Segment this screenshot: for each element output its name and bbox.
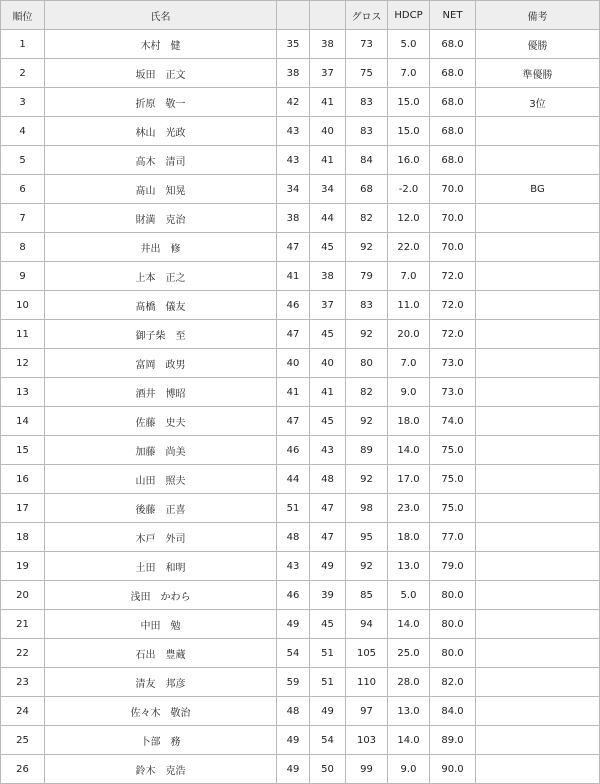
cell-gross: 94 xyxy=(346,610,388,639)
cell-hdcp: 14.0 xyxy=(388,726,430,755)
cell-remarks xyxy=(476,610,600,639)
cell-name: 折原 敬一 xyxy=(45,88,277,117)
table-row xyxy=(1,523,600,552)
cell-hdcp: 13.0 xyxy=(388,552,430,581)
cell-name: 佐々木 敬治 xyxy=(45,697,277,726)
cell-in: 37 xyxy=(310,59,346,88)
cell-out: 38 xyxy=(277,59,310,88)
table-row xyxy=(1,552,600,581)
cell-net: 80.0 xyxy=(430,581,476,610)
cell-gross: 80 xyxy=(346,349,388,378)
table-row xyxy=(1,436,600,465)
cell-remarks xyxy=(476,697,600,726)
cell-remarks xyxy=(476,755,600,784)
cell-remarks: BG xyxy=(476,175,600,204)
header-gross: グロス xyxy=(346,1,388,30)
cell-hdcp: 14.0 xyxy=(388,436,430,465)
cell-rank: 10 xyxy=(1,291,45,320)
cell-gross: 89 xyxy=(346,436,388,465)
cell-gross: 83 xyxy=(346,117,388,146)
cell-rank: 4 xyxy=(1,117,45,146)
table-row xyxy=(1,291,600,320)
cell-rank: 6 xyxy=(1,175,45,204)
cell-in: 51 xyxy=(310,639,346,668)
table-row xyxy=(1,233,600,262)
cell-out: 35 xyxy=(277,30,310,59)
cell-rank: 7 xyxy=(1,204,45,233)
cell-in: 38 xyxy=(310,30,346,59)
table-row xyxy=(1,378,600,407)
cell-rank: 11 xyxy=(1,320,45,349)
cell-out: 47 xyxy=(277,320,310,349)
cell-out: 43 xyxy=(277,552,310,581)
header-name: 氏名 xyxy=(45,1,277,30)
cell-name: 木村 健 xyxy=(45,30,277,59)
cell-in: 50 xyxy=(310,755,346,784)
table-row xyxy=(1,726,600,755)
cell-remarks xyxy=(476,233,600,262)
cell-out: 42 xyxy=(277,88,310,117)
cell-hdcp: 5.0 xyxy=(388,30,430,59)
cell-out: 43 xyxy=(277,117,310,146)
cell-rank: 16 xyxy=(1,465,45,494)
cell-remarks: 優勝 xyxy=(476,30,600,59)
cell-gross: 99 xyxy=(346,755,388,784)
cell-hdcp: 22.0 xyxy=(388,233,430,262)
cell-net: 70.0 xyxy=(430,204,476,233)
cell-out: 47 xyxy=(277,407,310,436)
cell-out: 44 xyxy=(277,465,310,494)
cell-gross: 83 xyxy=(346,88,388,117)
cell-gross: 92 xyxy=(346,465,388,494)
cell-rank: 3 xyxy=(1,88,45,117)
cell-rank: 9 xyxy=(1,262,45,291)
cell-rank: 17 xyxy=(1,494,45,523)
cell-name: 浅田 かわら xyxy=(45,581,277,610)
cell-name: 富岡 政男 xyxy=(45,349,277,378)
cell-rank: 8 xyxy=(1,233,45,262)
header-hdcp: HDCP xyxy=(388,1,430,30)
cell-net: 73.0 xyxy=(430,349,476,378)
cell-remarks xyxy=(476,320,600,349)
cell-hdcp: 11.0 xyxy=(388,291,430,320)
cell-remarks xyxy=(476,523,600,552)
cell-rank: 23 xyxy=(1,668,45,697)
cell-rank: 15 xyxy=(1,436,45,465)
cell-out: 41 xyxy=(277,262,310,291)
cell-hdcp: 7.0 xyxy=(388,262,430,291)
cell-net: 79.0 xyxy=(430,552,476,581)
table-row xyxy=(1,146,600,175)
cell-name: 酒井 博昭 xyxy=(45,378,277,407)
cell-gross: 98 xyxy=(346,494,388,523)
cell-hdcp: 13.0 xyxy=(388,697,430,726)
table-body xyxy=(1,30,600,784)
cell-hdcp: 5.0 xyxy=(388,581,430,610)
header-row xyxy=(1,1,600,30)
table-row xyxy=(1,117,600,146)
cell-out: 46 xyxy=(277,581,310,610)
cell-name: 加藤 尚美 xyxy=(45,436,277,465)
cell-in: 45 xyxy=(310,233,346,262)
table-row xyxy=(1,610,600,639)
cell-hdcp: 18.0 xyxy=(388,523,430,552)
cell-out: 48 xyxy=(277,697,310,726)
cell-net: 70.0 xyxy=(430,233,476,262)
cell-gross: 75 xyxy=(346,59,388,88)
cell-gross: 97 xyxy=(346,697,388,726)
cell-name: 中田 勉 xyxy=(45,610,277,639)
cell-hdcp: 28.0 xyxy=(388,668,430,697)
cell-hdcp: 18.0 xyxy=(388,407,430,436)
cell-rank: 12 xyxy=(1,349,45,378)
cell-in: 49 xyxy=(310,697,346,726)
table-row xyxy=(1,494,600,523)
cell-net: 84.0 xyxy=(430,697,476,726)
cell-net: 74.0 xyxy=(430,407,476,436)
cell-name: 御子柴 至 xyxy=(45,320,277,349)
cell-gross: 84 xyxy=(346,146,388,175)
cell-net: 80.0 xyxy=(430,639,476,668)
cell-out: 54 xyxy=(277,639,310,668)
cell-rank: 14 xyxy=(1,407,45,436)
table-header xyxy=(1,1,600,30)
cell-hdcp: 7.0 xyxy=(388,349,430,378)
header-net: NET xyxy=(430,1,476,30)
cell-out: 46 xyxy=(277,436,310,465)
cell-rank: 22 xyxy=(1,639,45,668)
cell-remarks xyxy=(476,494,600,523)
cell-gross: 103 xyxy=(346,726,388,755)
cell-remarks xyxy=(476,378,600,407)
cell-hdcp: 14.0 xyxy=(388,610,430,639)
cell-rank: 20 xyxy=(1,581,45,610)
table-row xyxy=(1,639,600,668)
cell-out: 49 xyxy=(277,610,310,639)
cell-name: 佐藤 史夫 xyxy=(45,407,277,436)
cell-hdcp: 20.0 xyxy=(388,320,430,349)
cell-name: 上本 正之 xyxy=(45,262,277,291)
cell-remarks xyxy=(476,407,600,436)
cell-gross: 85 xyxy=(346,581,388,610)
cell-remarks xyxy=(476,146,600,175)
cell-in: 41 xyxy=(310,88,346,117)
cell-net: 73.0 xyxy=(430,378,476,407)
cell-hdcp: 25.0 xyxy=(388,639,430,668)
cell-remarks xyxy=(476,436,600,465)
header-rank: 順位 xyxy=(1,1,45,30)
cell-out: 41 xyxy=(277,378,310,407)
cell-hdcp: 16.0 xyxy=(388,146,430,175)
cell-in: 45 xyxy=(310,610,346,639)
table-row xyxy=(1,349,600,378)
cell-name: 卜部 務 xyxy=(45,726,277,755)
cell-in: 40 xyxy=(310,349,346,378)
table-row xyxy=(1,581,600,610)
cell-in: 49 xyxy=(310,552,346,581)
table-row xyxy=(1,175,600,204)
cell-hdcp: 23.0 xyxy=(388,494,430,523)
table-row xyxy=(1,88,600,117)
cell-name: 井出 修 xyxy=(45,233,277,262)
cell-net: 72.0 xyxy=(430,291,476,320)
cell-remarks xyxy=(476,204,600,233)
cell-rank: 21 xyxy=(1,610,45,639)
table-row xyxy=(1,320,600,349)
cell-remarks xyxy=(476,581,600,610)
cell-rank: 19 xyxy=(1,552,45,581)
table-row xyxy=(1,30,600,59)
table-row xyxy=(1,59,600,88)
cell-gross: 92 xyxy=(346,320,388,349)
cell-in: 45 xyxy=(310,407,346,436)
cell-gross: 82 xyxy=(346,378,388,407)
cell-out: 51 xyxy=(277,494,310,523)
cell-in: 37 xyxy=(310,291,346,320)
cell-out: 49 xyxy=(277,726,310,755)
cell-out: 34 xyxy=(277,175,310,204)
cell-remarks xyxy=(476,639,600,668)
cell-gross: 79 xyxy=(346,262,388,291)
cell-in: 47 xyxy=(310,523,346,552)
table-row xyxy=(1,262,600,291)
cell-gross: 95 xyxy=(346,523,388,552)
cell-name: 鈴木 克浩 xyxy=(45,755,277,784)
cell-remarks xyxy=(476,726,600,755)
cell-name: 石出 豊蔵 xyxy=(45,639,277,668)
cell-out: 46 xyxy=(277,291,310,320)
cell-net: 68.0 xyxy=(430,88,476,117)
cell-net: 68.0 xyxy=(430,59,476,88)
cell-in: 47 xyxy=(310,494,346,523)
cell-out: 48 xyxy=(277,523,310,552)
cell-hdcp: 15.0 xyxy=(388,117,430,146)
cell-out: 59 xyxy=(277,668,310,697)
header-out xyxy=(277,1,310,30)
cell-out: 38 xyxy=(277,204,310,233)
cell-gross: 68 xyxy=(346,175,388,204)
cell-net: 80.0 xyxy=(430,610,476,639)
cell-net: 70.0 xyxy=(430,175,476,204)
cell-out: 43 xyxy=(277,146,310,175)
cell-net: 72.0 xyxy=(430,320,476,349)
cell-out: 49 xyxy=(277,755,310,784)
cell-name: 山田 照夫 xyxy=(45,465,277,494)
cell-remarks xyxy=(476,262,600,291)
cell-in: 34 xyxy=(310,175,346,204)
cell-rank: 2 xyxy=(1,59,45,88)
cell-gross: 110 xyxy=(346,668,388,697)
cell-in: 48 xyxy=(310,465,346,494)
cell-in: 45 xyxy=(310,320,346,349)
cell-remarks xyxy=(476,117,600,146)
cell-in: 38 xyxy=(310,262,346,291)
table-row xyxy=(1,407,600,436)
header-in xyxy=(310,1,346,30)
cell-gross: 82 xyxy=(346,204,388,233)
cell-remarks xyxy=(476,465,600,494)
cell-rank: 1 xyxy=(1,30,45,59)
cell-in: 54 xyxy=(310,726,346,755)
cell-remarks xyxy=(476,291,600,320)
cell-net: 72.0 xyxy=(430,262,476,291)
cell-hdcp: 15.0 xyxy=(388,88,430,117)
cell-in: 41 xyxy=(310,146,346,175)
cell-name: 髙橋 儀友 xyxy=(45,291,277,320)
cell-remarks: 3位 xyxy=(476,88,600,117)
cell-gross: 73 xyxy=(346,30,388,59)
cell-rank: 13 xyxy=(1,378,45,407)
cell-name: 後藤 正喜 xyxy=(45,494,277,523)
cell-net: 68.0 xyxy=(430,117,476,146)
cell-net: 75.0 xyxy=(430,494,476,523)
cell-in: 43 xyxy=(310,436,346,465)
table-row xyxy=(1,465,600,494)
cell-net: 89.0 xyxy=(430,726,476,755)
cell-gross: 92 xyxy=(346,552,388,581)
cell-name: 髙山 知晃 xyxy=(45,175,277,204)
cell-remarks xyxy=(476,349,600,378)
cell-rank: 25 xyxy=(1,726,45,755)
table-row xyxy=(1,668,600,697)
cell-name: 土田 和明 xyxy=(45,552,277,581)
cell-gross: 92 xyxy=(346,233,388,262)
cell-net: 68.0 xyxy=(430,30,476,59)
cell-name: 財満 克治 xyxy=(45,204,277,233)
cell-net: 68.0 xyxy=(430,146,476,175)
cell-hdcp: 12.0 xyxy=(388,204,430,233)
cell-gross: 105 xyxy=(346,639,388,668)
cell-net: 75.0 xyxy=(430,465,476,494)
cell-rank: 5 xyxy=(1,146,45,175)
table-row xyxy=(1,755,600,784)
cell-in: 39 xyxy=(310,581,346,610)
cell-hdcp: 17.0 xyxy=(388,465,430,494)
cell-rank: 26 xyxy=(1,755,45,784)
cell-in: 51 xyxy=(310,668,346,697)
cell-hdcp: 7.0 xyxy=(388,59,430,88)
cell-hdcp: 9.0 xyxy=(388,755,430,784)
cell-in: 41 xyxy=(310,378,346,407)
cell-gross: 83 xyxy=(346,291,388,320)
cell-name: 坂田 正文 xyxy=(45,59,277,88)
cell-hdcp: -2.0 xyxy=(388,175,430,204)
cell-remarks: 準優勝 xyxy=(476,59,600,88)
table-row xyxy=(1,204,600,233)
cell-rank: 24 xyxy=(1,697,45,726)
cell-net: 82.0 xyxy=(430,668,476,697)
cell-in: 44 xyxy=(310,204,346,233)
cell-hdcp: 9.0 xyxy=(388,378,430,407)
cell-out: 40 xyxy=(277,349,310,378)
cell-net: 90.0 xyxy=(430,755,476,784)
cell-name: 清友 邦彦 xyxy=(45,668,277,697)
cell-in: 40 xyxy=(310,117,346,146)
cell-name: 高木 清司 xyxy=(45,146,277,175)
table-row xyxy=(1,697,600,726)
cell-net: 75.0 xyxy=(430,436,476,465)
cell-name: 木戸 外司 xyxy=(45,523,277,552)
cell-out: 47 xyxy=(277,233,310,262)
cell-remarks xyxy=(476,552,600,581)
cell-gross: 92 xyxy=(346,407,388,436)
cell-remarks xyxy=(476,668,600,697)
cell-net: 77.0 xyxy=(430,523,476,552)
cell-rank: 18 xyxy=(1,523,45,552)
cell-name: 林山 光政 xyxy=(45,117,277,146)
header-remarks: 備考 xyxy=(476,1,600,30)
